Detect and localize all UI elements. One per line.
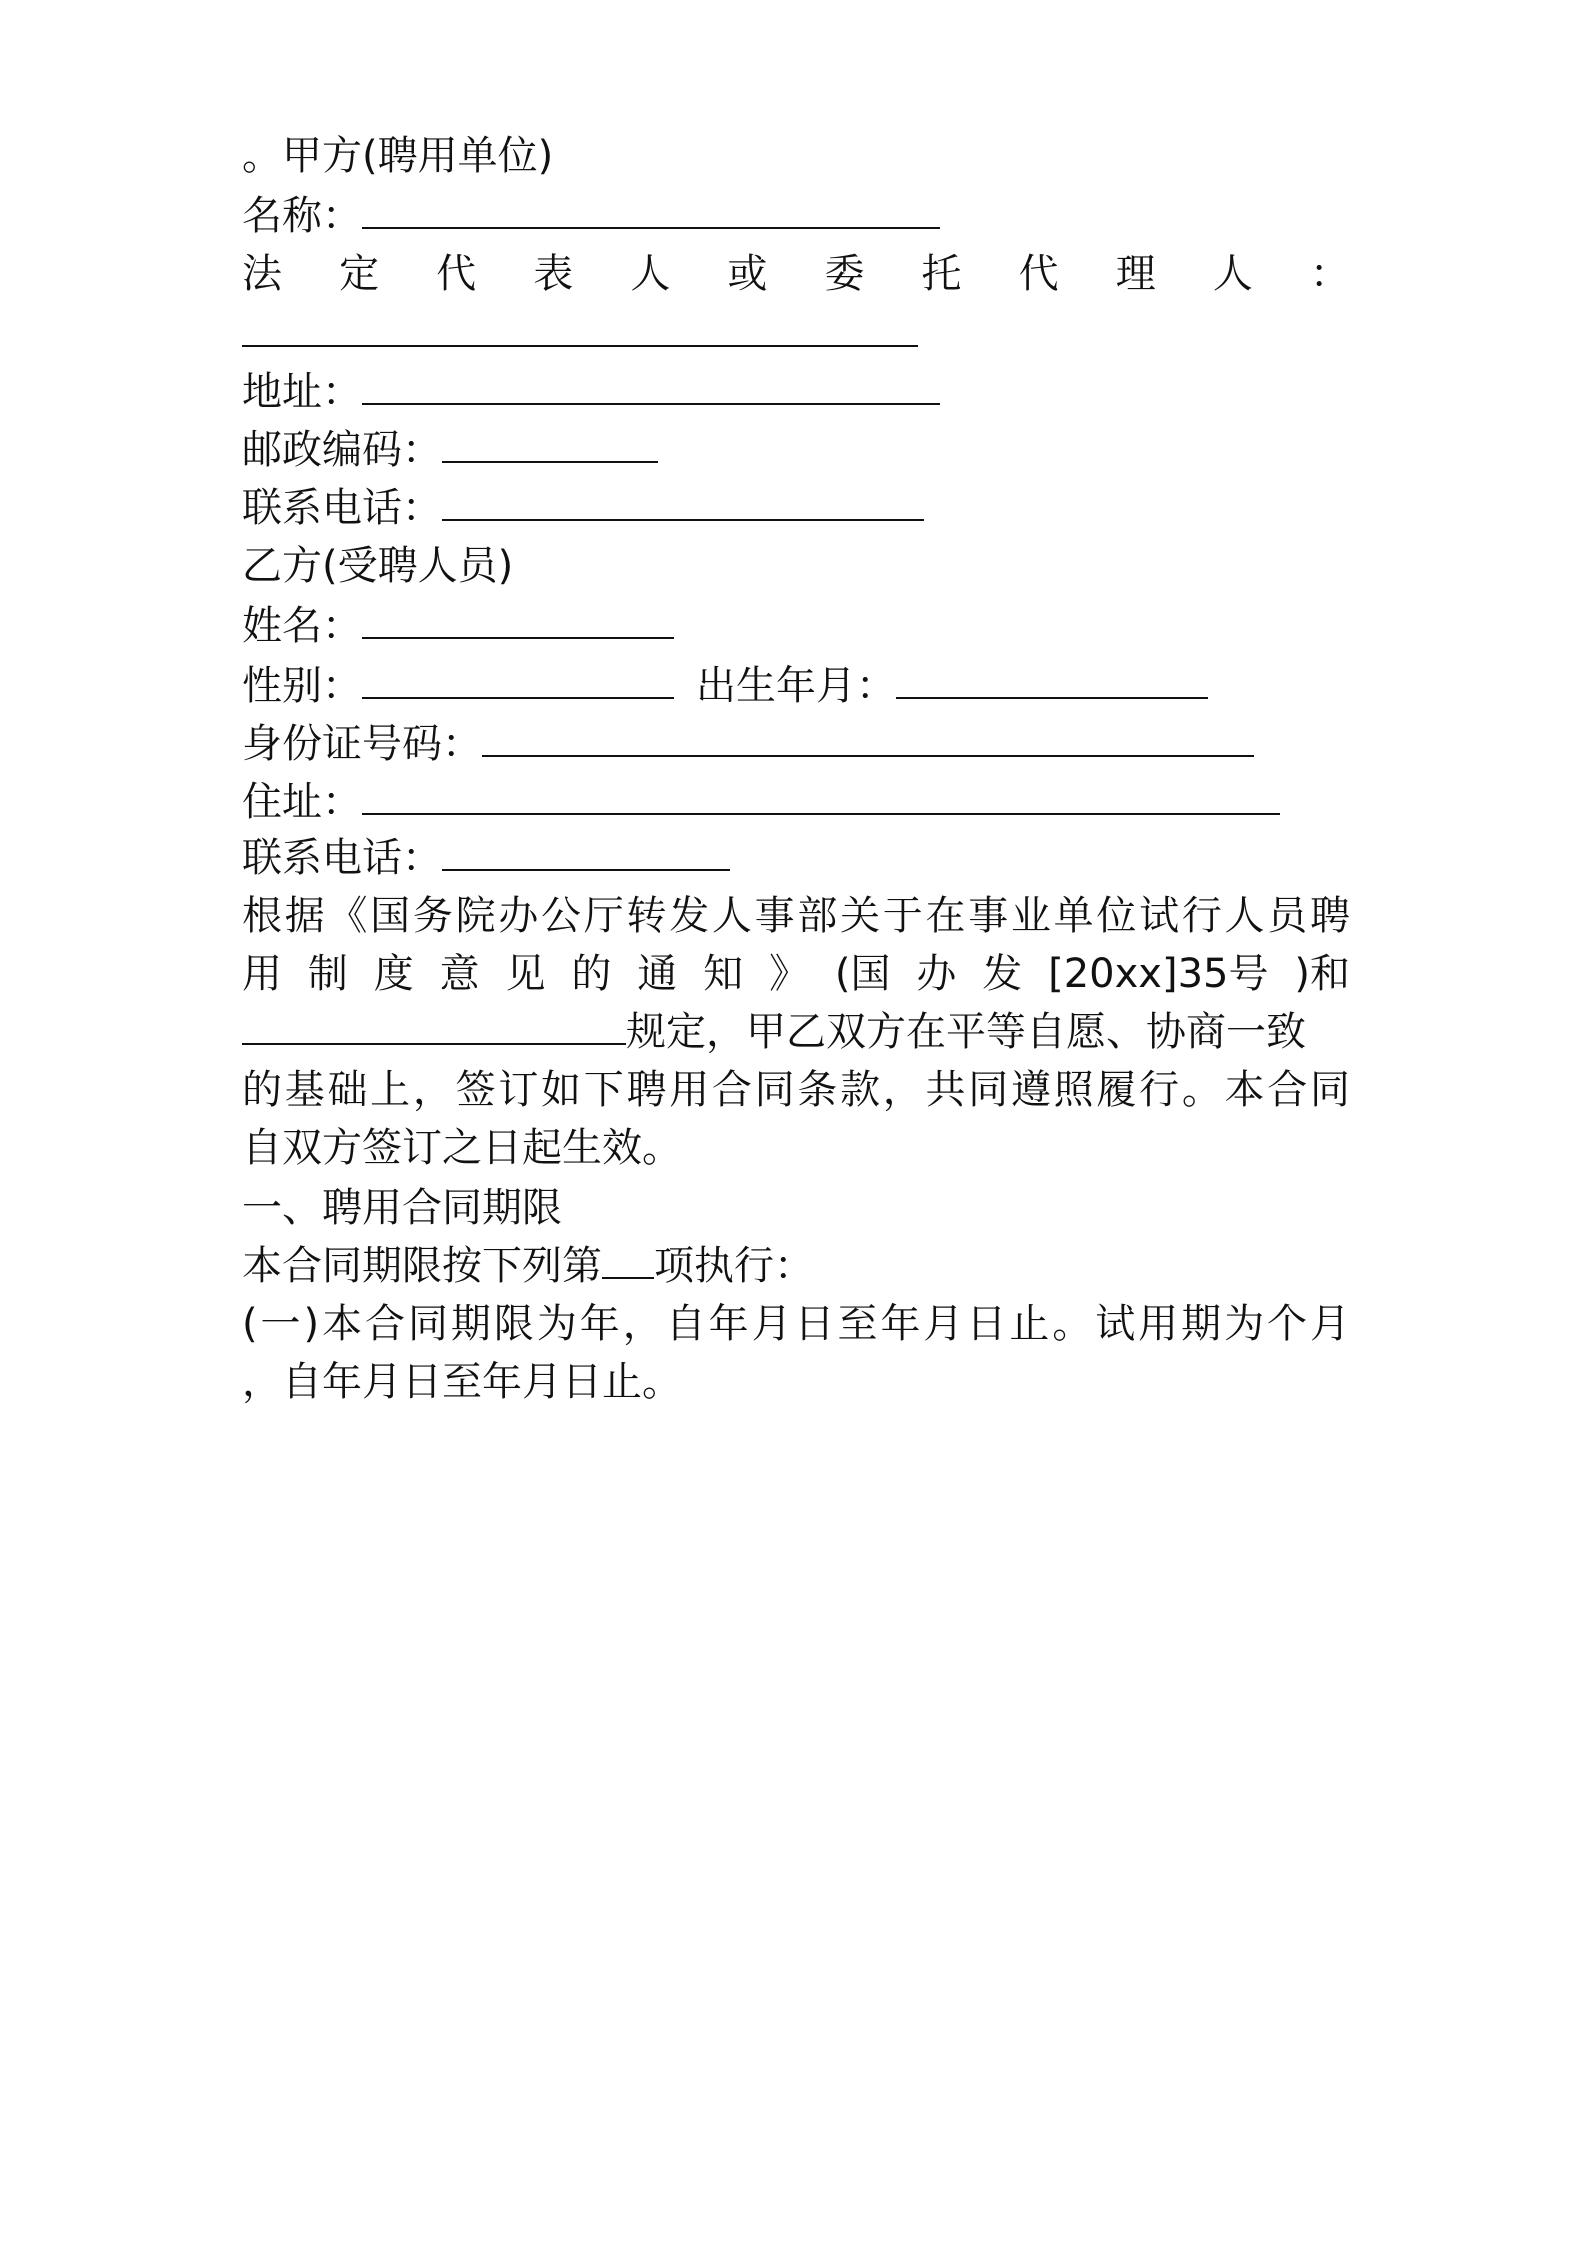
legal-rep-label-part: 代 — [436, 251, 477, 297]
party-b-name-row — [242, 598, 674, 654]
preamble-line-2-part: 办 — [916, 951, 957, 997]
legal-rep-label-part: 托 — [921, 251, 962, 297]
party-a-name-blank[interactable] — [362, 189, 940, 229]
party-b-gender-blank[interactable] — [362, 659, 674, 699]
party-b-phone-blank[interactable] — [442, 831, 730, 871]
party-a-legal-rep-blank[interactable] — [242, 307, 918, 347]
preamble-line-1: 根据《国务院办公厅转发人事部关于在事业单位试行人员聘 — [242, 893, 1350, 939]
party-a-phone-row — [242, 480, 924, 536]
section-1-intro-after: 项执行： — [654, 1243, 814, 1289]
party-b-address-row — [242, 774, 1280, 830]
party-b-address-blank[interactable] — [362, 775, 1280, 815]
preamble-line-2-part: )和 — [1294, 951, 1350, 997]
preamble-line-2 — [242, 946, 1350, 1002]
party-a-postcode-blank[interactable] — [442, 423, 658, 463]
party-b-birth-blank[interactable] — [896, 659, 1208, 699]
party-b-name-label: 姓名： — [242, 603, 362, 649]
preamble-line-2-part: 用 — [242, 951, 282, 997]
preamble-line-2-part: 的 — [571, 951, 612, 997]
party-a-legal-rep-row — [242, 306, 918, 362]
legal-rep-label-part: 人 — [1212, 251, 1253, 297]
party-b-id-row — [242, 716, 1254, 772]
term-option-blank[interactable] — [602, 1239, 654, 1279]
party-b-heading: 乙方(受聘人员) — [242, 543, 514, 589]
party-b-id-blank[interactable] — [482, 717, 1254, 757]
preamble-line-2-part: 度 — [373, 951, 414, 997]
party-a-legal-rep-label — [242, 246, 1350, 302]
party-a-postcode-row — [242, 422, 658, 478]
preamble-line-3-text: 规定，甲乙双方在平等自愿、协商一致 — [626, 1009, 1306, 1055]
party-a-address-label: 地址： — [242, 369, 362, 415]
preamble-line-2-part: 》 — [769, 951, 809, 997]
preamble-line-2-part: 制 — [307, 951, 348, 997]
legal-rep-label-part: 或 — [727, 251, 768, 297]
party-a-address-row — [242, 364, 940, 420]
party-b-address-label: 住址： — [242, 779, 362, 825]
legal-rep-label-part: 理 — [1115, 251, 1156, 297]
regulation-blank[interactable] — [242, 1005, 626, 1045]
preamble-line-2-part: 见 — [505, 951, 546, 997]
preamble-line-4: 的基础上，签订如下聘用合同条款，共同遵照履行。本合同 — [242, 1067, 1350, 1113]
preamble-line-2-part: 发 — [982, 951, 1023, 997]
party-a-postcode-label: 邮政编码： — [242, 427, 442, 473]
party-b-name-blank[interactable] — [362, 599, 674, 639]
section-1-item-1-line-2: ，自年月日至年月日止。 — [242, 1359, 682, 1405]
section-1-intro-before: 本合同期限按下列第 — [242, 1243, 602, 1289]
party-a-phone-label: 联系电话： — [242, 485, 442, 531]
section-1-title: 一、聘用合同期限 — [242, 1185, 562, 1231]
section-1-intro — [242, 1238, 814, 1294]
preamble-line-2-part: (国 — [834, 951, 891, 997]
legal-rep-label-part: 人 — [630, 251, 671, 297]
party-b-phone-label: 联系电话： — [242, 835, 442, 881]
legal-rep-label-part: 定 — [339, 251, 380, 297]
legal-rep-label-part: 代 — [1018, 251, 1059, 297]
legal-rep-label-part: 法 — [242, 251, 282, 297]
party-a-name-row — [242, 188, 940, 244]
party-b-gender-birth-row — [242, 658, 1208, 714]
preamble-line-2-part: 通 — [637, 951, 678, 997]
party-a-address-blank[interactable] — [362, 365, 940, 405]
party-b-id-label: 身份证号码： — [242, 721, 482, 767]
party-a-name-label: 名称： — [242, 193, 362, 239]
section-1-item-1-line-1: (一)本合同期限为年，自年月日至年月日止。试用期为个月 — [242, 1301, 1350, 1347]
party-a-heading: 。甲方(聘用单位) — [242, 133, 554, 179]
preamble-line-3 — [242, 1004, 1306, 1060]
party-a-phone-blank[interactable] — [442, 481, 924, 521]
preamble-line-2-part: [20xx]35号 — [1048, 951, 1269, 997]
legal-rep-label-part: 表 — [533, 251, 574, 297]
party-b-birth-label: 出生年月： — [696, 663, 896, 709]
preamble-line-2-part: 意 — [439, 951, 480, 997]
party-b-gender-label: 性别： — [242, 663, 362, 709]
party-b-phone-row — [242, 830, 730, 886]
legal-rep-label-part: ： — [1309, 251, 1350, 297]
preamble-line-5: 自双方签订之日起生效。 — [242, 1125, 682, 1171]
preamble-line-2-part: 知 — [703, 951, 744, 997]
legal-rep-label-part: 委 — [824, 251, 865, 297]
